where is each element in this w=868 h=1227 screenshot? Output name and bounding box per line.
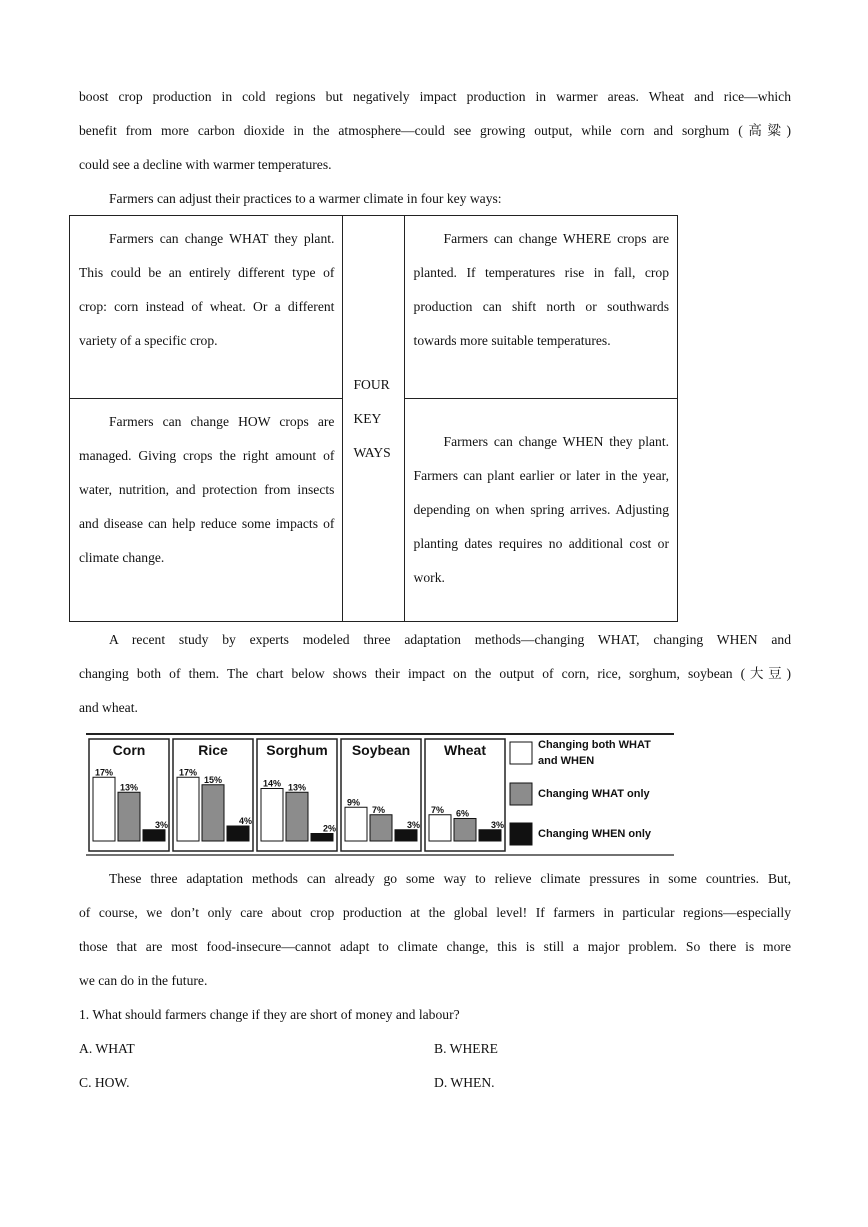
value-label: 13% [120, 782, 139, 793]
category-label: Rice [198, 742, 228, 758]
cell-where [404, 216, 677, 399]
what-text: Farmers can change WHAT they plant. This could be an entirely different type of crop: corn instead of wheat. Or a different variety of a specific crop. [79, 231, 335, 348]
bar [227, 826, 249, 841]
category-label: Wheat [444, 742, 486, 758]
bar [177, 777, 199, 841]
value-label: 17% [95, 767, 114, 778]
value-label: 13% [288, 782, 307, 793]
category-label: Sorghum [266, 742, 328, 758]
value-label: 6% [456, 808, 470, 819]
value-label: 2% [323, 823, 337, 834]
option-b[interactable]: B. WHERE [434, 1041, 498, 1056]
cell-how [70, 399, 343, 622]
bar [311, 834, 333, 842]
bar [93, 777, 115, 841]
category-label: Corn [112, 742, 146, 758]
legend-swatch [510, 783, 532, 805]
closing-line-4: we can do in the future. [79, 973, 208, 988]
intro-line-2: benefit from more carbon dioxide in the atmosphere—could see growing output, while corn and sorghum (高粱) [79, 123, 791, 138]
when-text: Farmers can change WHEN they plant. Farmers can plant earlier or later in the year, depending on when spring arrives. Adjusting planting dates requires no additional cost or work. [413, 434, 669, 585]
value-label: 3% [407, 819, 421, 830]
legend-label: Changing both WHAT [538, 739, 651, 751]
closing-line-3: those that are most food-insecure—cannot adapt to climate change, this is still a major problem. So there is more [79, 939, 791, 954]
value-label: 9% [347, 797, 361, 808]
bar [429, 815, 451, 841]
where-text: Farmers can change WHERE crops are planted. If temperatures rise in fall, crop production can shift north or southwards towards more suitable temperatures. [413, 231, 669, 348]
bar [479, 830, 501, 841]
adaptation-chart [86, 733, 674, 857]
center-word-1: FOUR [353, 376, 390, 392]
bar [370, 815, 392, 841]
cell-when [404, 399, 677, 622]
legend-swatch [510, 742, 532, 764]
value-label: 3% [491, 819, 505, 830]
bar [261, 789, 283, 842]
legend-label: Changing WHAT only [538, 788, 650, 800]
center-word-2: KEY [353, 410, 382, 426]
category-label: Soybean [351, 742, 411, 758]
how-text: Farmers can change HOW crops are managed. Giving crops the right amount of water, nutrition, and protection from insects and disease can help reduce some impacts of climate change. [79, 414, 335, 565]
closing-paragraph [79, 862, 791, 998]
legend-swatch [510, 823, 532, 845]
four-key-ways-label [343, 216, 404, 622]
closing-line-2: of course, we don’t only care about crop production at the global level! If farmers in particular regions—especially [79, 905, 791, 920]
study-line-1: A recent study by experts modeled three adaptation methods—changing WHAT, changing WHEN and [109, 632, 791, 647]
legend-label: and WHEN [538, 755, 595, 767]
closing-line-1: These three adaptation methods can already go some way to relieve climate pressures in some countries. But, [109, 871, 791, 886]
value-label: 4% [239, 816, 253, 826]
value-label: 17% [179, 767, 198, 778]
question-stem: 1. What should farmers change if they are short of money and labour? [79, 1007, 460, 1022]
legend-label: Changing WHEN only [538, 828, 652, 840]
bar [143, 830, 165, 841]
study-line-2: changing both of them. The chart below shows their impact on the output of corn, rice, sorghum, soybean (大豆) [79, 666, 791, 681]
center-word-3: WAYS [353, 444, 391, 460]
bar [454, 819, 476, 842]
intro-paragraph [79, 80, 791, 216]
value-label: 3% [155, 819, 169, 830]
value-label: 14% [263, 778, 282, 789]
option-a[interactable]: A. WHAT [79, 1041, 135, 1056]
bar [286, 792, 308, 841]
value-label: 7% [372, 804, 386, 815]
intro-lead: Farmers can adjust their practices to a warmer climate in four key ways: [109, 191, 502, 206]
option-c[interactable]: C. HOW. [79, 1075, 130, 1090]
intro-line-1: boost crop production in cold regions but negatively impact production in warmer areas. Wheat and rice—which [79, 89, 791, 104]
adaptation-bar-chart [86, 733, 674, 857]
value-label: 15% [204, 774, 223, 785]
bar [118, 792, 140, 841]
four-key-ways-table [69, 215, 678, 622]
cell-what [70, 216, 343, 399]
study-paragraph [79, 623, 791, 725]
value-label: 7% [431, 804, 445, 815]
intro-line-3: could see a decline with warmer temperatures. [79, 157, 332, 172]
study-line-3: and wheat. [79, 700, 138, 715]
bar [202, 785, 224, 841]
bar [345, 807, 367, 841]
option-d[interactable]: D. WHEN. [434, 1075, 495, 1090]
bar [395, 830, 417, 841]
